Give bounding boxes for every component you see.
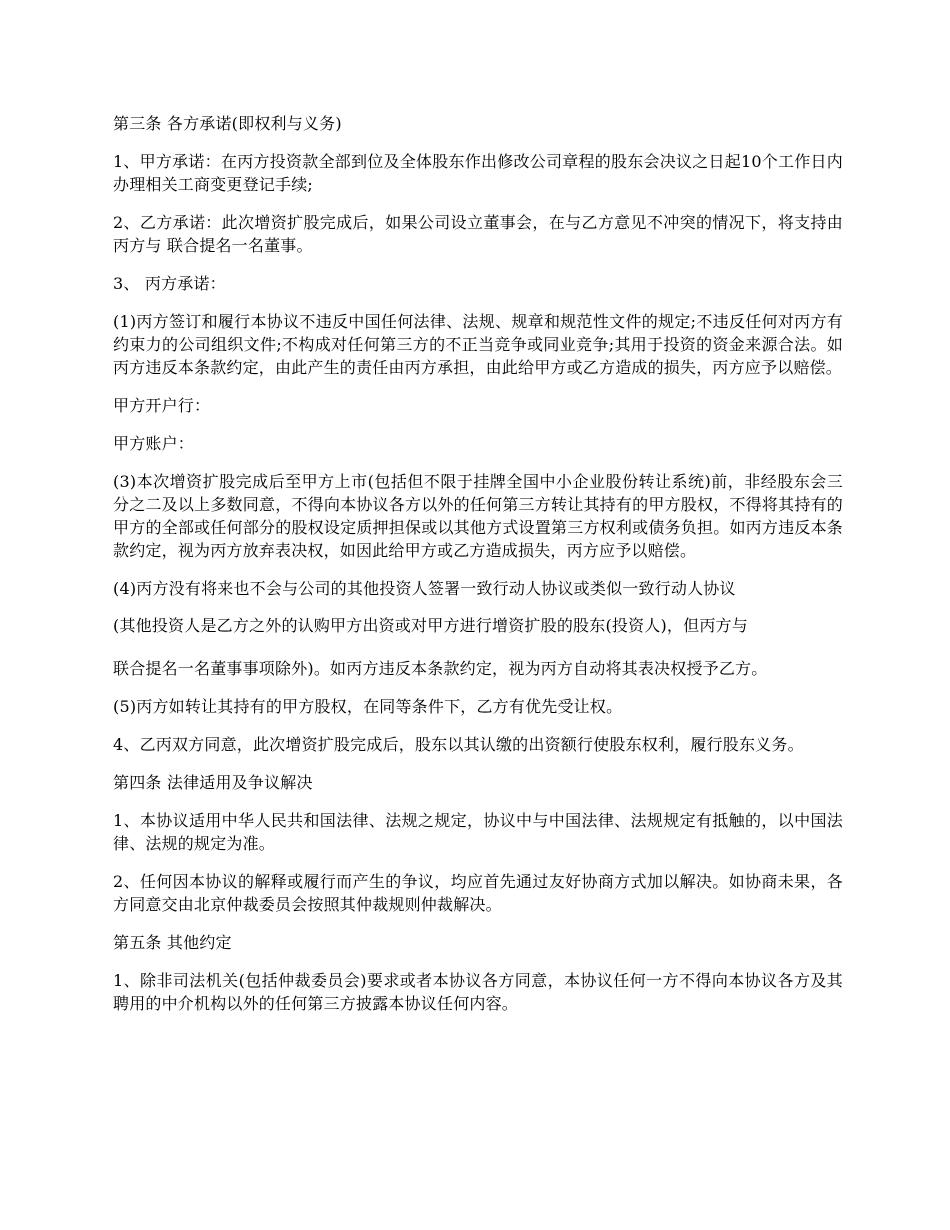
dispute-resolution-clause: 2、任何因本协议的解释或履行而产生的争议，均应首先通过友好协商方式加以解决。如协商未果，各方同意交由北京仲裁委员会按照其仲裁规则仲裁解决。	[113, 872, 843, 914]
party-c-clause-4-line-3: 联合提名一名董事事项除外)。如丙方违反本条款约定，视为丙方自动将其表决权授予乙方。	[113, 659, 768, 678]
party-a-bank-label: 甲方开户行：	[113, 396, 211, 415]
governing-law-clause: 1、本协议适用中华人民共和国法律、法规之规定，协议中与中国法律、法规规定有抵触的，以中国法律、法规的规定为准。	[113, 811, 843, 853]
party-c-clause-4-line-2: (其他投资人是乙方之外的认购甲方出资或对甲方进行增资扩股的股东(投资人)，但丙方与	[113, 616, 748, 635]
party-c-commitment-heading: 3、 丙方承诺：	[113, 274, 226, 293]
shareholder-rights-clause: 4、乙丙双方同意，此次增资扩股完成后，股东以其认缴的出资额行使股东权利，履行股东义务。	[113, 735, 804, 754]
party-a-commitment: 1、甲方承诺：在丙方投资款全部到位及全体股东作出修改公司章程的股东会决议之日起10个工作日内办理相关工商变更登记手续;	[113, 152, 843, 194]
article-5-heading: 第五条 其他约定	[113, 933, 232, 952]
article-3-heading: 第三条 各方承诺(即权利与义务)	[113, 114, 342, 133]
article-4-heading: 第四条 法律适用及争议解决	[113, 773, 313, 792]
party-c-clause-5: (5)丙方如转让其持有的甲方股权，在同等条件下，乙方有优先受让权。	[113, 697, 623, 716]
party-c-clause-4-line-1: (4)丙方没有将来也不会与公司的其他投资人签署一致行动人协议或类似一致行动人协议	[113, 579, 736, 598]
party-c-clause-3: (3)本次增资扩股完成后至甲方上市(包括但不限于挂牌全国中小企业股份转让系统)前，非经股东会三分之二及以上多数同意，不得向本协议各方以外的任何第三方转让其持有的甲方股权，不得将其持有的甲方的全部或任何部分的股权设定质押担保或以其他方式设置第三方权利或债务负担。如丙方违反本条款约定，视为丙方放弃表决权，如因此给甲方或乙方造成损失，丙方应予以赔偿。	[113, 472, 843, 560]
document-page	[113, 108, 843, 1015]
party-b-commitment: 2、乙方承诺：此次增资扩股完成后，如果公司设立董事会，在与乙方意见不冲突的情况下，将支持由丙方与 联合提名一名董事。	[113, 213, 843, 255]
party-c-clause-1: (1)丙方签订和履行本协议不违反中国任何法律、法规、规章和规范性文件的规定;不违反任何对丙方有约束力的公司组织文件;不构成对任何第三方的不正当竞争或同业竞争;其用于投资的资金来源合法。如丙方违反本条款约定，由此产生的责任由丙方承担，由此给甲方或乙方造成的损失，丙方应予以赔偿。	[113, 312, 843, 377]
confidentiality-clause: 1、除非司法机关(包括仲裁委员会)要求或者本协议各方同意，本协议任何一方不得向本协议各方及其聘用的中介机构以外的任何第三方披露本协议任何内容。	[113, 971, 843, 1013]
party-a-account-label: 甲方账户：	[113, 434, 195, 453]
